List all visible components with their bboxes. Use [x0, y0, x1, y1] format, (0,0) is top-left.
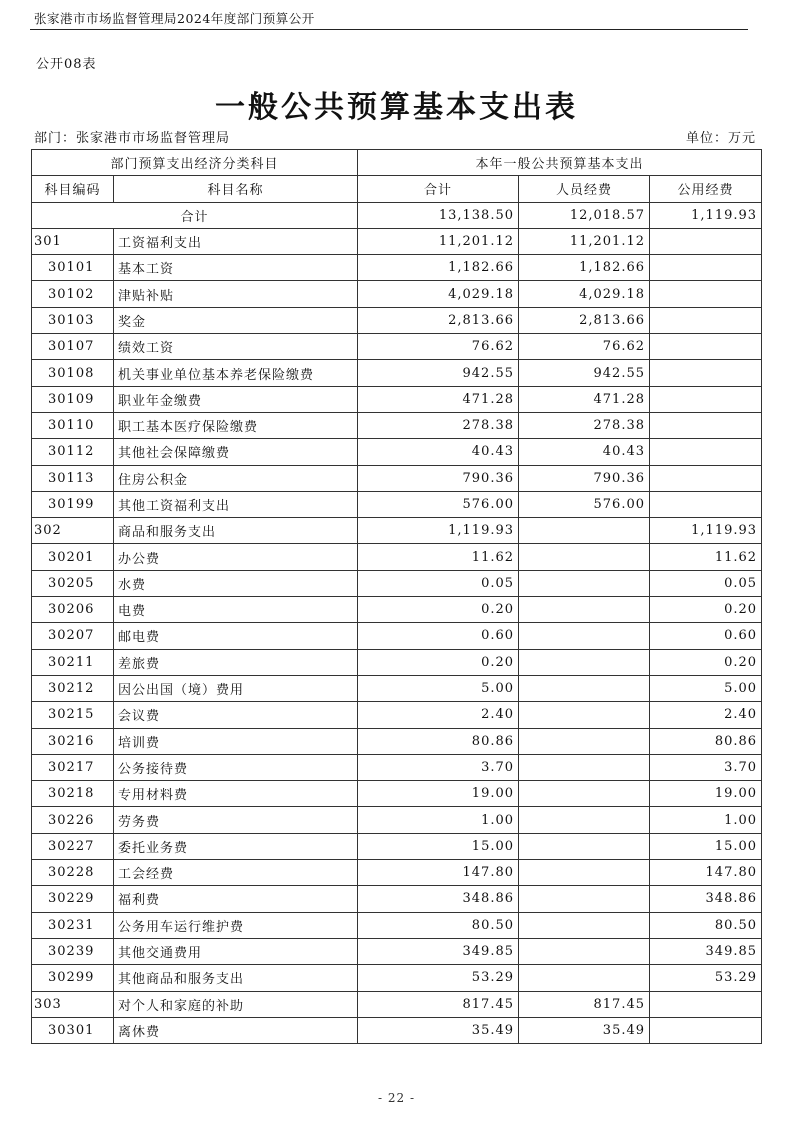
table-row [32, 307, 762, 333]
row-total: 35.49 [358, 1017, 519, 1043]
header-personnel: 人员经费 [519, 176, 650, 202]
row-total: 19.00 [358, 781, 519, 807]
row-public: 1,119.93 [650, 518, 762, 544]
row-total: 5.00 [358, 675, 519, 701]
row-personnel [519, 833, 650, 859]
row-total: 4,029.18 [358, 281, 519, 307]
row-personnel: 11,201.12 [519, 228, 650, 254]
table-row [32, 334, 762, 360]
table-row [32, 991, 762, 1017]
row-code: 303 [32, 991, 114, 1017]
row-personnel: 471.28 [519, 386, 650, 412]
row-code: 30199 [32, 491, 114, 517]
row-total: 0.20 [358, 597, 519, 623]
table-row [32, 281, 762, 307]
row-name: 工会经费 [114, 860, 358, 886]
row-public: 348.86 [650, 886, 762, 912]
page-title: 一般公共预算基本支出表 [215, 90, 578, 125]
row-total: 15.00 [358, 833, 519, 859]
row-code: 30108 [32, 360, 114, 386]
row-name: 培训费 [114, 728, 358, 754]
row-public: 5.00 [650, 675, 762, 701]
row-total: 11.62 [358, 544, 519, 570]
row-name: 其他社会保障缴费 [114, 439, 358, 465]
row-public: 80.86 [650, 728, 762, 754]
row-code: 30228 [32, 860, 114, 886]
row-public: 0.60 [650, 623, 762, 649]
running-header: 张家港市市场监督管理局2024年度部门预算公开 [34, 11, 315, 26]
row-code: 30226 [32, 807, 114, 833]
total-row-label: 合计 [32, 202, 358, 228]
row-total: 471.28 [358, 386, 519, 412]
row-name: 其他交通费用 [114, 938, 358, 964]
table-row [32, 754, 762, 780]
row-total: 576.00 [358, 491, 519, 517]
row-personnel: 1,182.66 [519, 255, 650, 281]
row-total: 147.80 [358, 860, 519, 886]
row-personnel [519, 623, 650, 649]
row-public: 11.62 [650, 544, 762, 570]
row-public [650, 228, 762, 254]
row-public [650, 991, 762, 1017]
row-personnel: 2,813.66 [519, 307, 650, 333]
table-row [32, 570, 762, 596]
table-row [32, 912, 762, 938]
row-code: 30217 [32, 754, 114, 780]
row-personnel [519, 965, 650, 991]
row-personnel [519, 728, 650, 754]
row-name: 差旅费 [114, 649, 358, 675]
total-row [32, 202, 762, 228]
row-personnel [519, 675, 650, 701]
table-row [32, 439, 762, 465]
row-public [650, 360, 762, 386]
row-name: 委托业务费 [114, 833, 358, 859]
department-label: 部门：张家港市市场监督管理局 [34, 131, 231, 146]
row-public: 0.20 [650, 597, 762, 623]
row-public [650, 465, 762, 491]
row-total: 349.85 [358, 938, 519, 964]
row-public [650, 281, 762, 307]
row-total: 0.60 [358, 623, 519, 649]
row-code: 30201 [32, 544, 114, 570]
row-public: 19.00 [650, 781, 762, 807]
row-name: 劳务费 [114, 807, 358, 833]
row-total: 3.70 [358, 754, 519, 780]
row-public: 147.80 [650, 860, 762, 886]
row-personnel [519, 702, 650, 728]
row-personnel [519, 860, 650, 886]
row-code: 30229 [32, 886, 114, 912]
table-row [32, 675, 762, 701]
row-personnel [519, 912, 650, 938]
row-personnel: 76.62 [519, 334, 650, 360]
row-total: 942.55 [358, 360, 519, 386]
header-public: 公用经费 [650, 176, 762, 202]
row-personnel: 790.36 [519, 465, 650, 491]
row-personnel [519, 597, 650, 623]
row-personnel [519, 754, 650, 780]
row-code: 30212 [32, 675, 114, 701]
row-name: 公务用车运行维护费 [114, 912, 358, 938]
table-row [32, 938, 762, 964]
row-personnel [519, 570, 650, 596]
row-total: 80.86 [358, 728, 519, 754]
row-personnel [519, 807, 650, 833]
row-public: 0.20 [650, 649, 762, 675]
table-group-header-row [32, 150, 762, 176]
row-public [650, 307, 762, 333]
table-row [32, 544, 762, 570]
row-personnel [519, 518, 650, 544]
row-code: 30207 [32, 623, 114, 649]
header-subject-code: 科目编码 [32, 176, 114, 202]
table-row [32, 412, 762, 438]
row-total: 1,182.66 [358, 255, 519, 281]
row-personnel: 35.49 [519, 1017, 650, 1043]
row-personnel [519, 938, 650, 964]
row-public: 1.00 [650, 807, 762, 833]
row-public: 15.00 [650, 833, 762, 859]
table-row [32, 649, 762, 675]
form-number: 公开08表 [36, 57, 97, 72]
row-name: 职业年金缴费 [114, 386, 358, 412]
row-public [650, 412, 762, 438]
row-name: 办公费 [114, 544, 358, 570]
row-name: 绩效工资 [114, 334, 358, 360]
table-row [32, 886, 762, 912]
row-code: 30239 [32, 938, 114, 964]
table-row [32, 781, 762, 807]
header-economic-classification: 部门预算支出经济分类科目 [32, 150, 358, 176]
table-row [32, 860, 762, 886]
row-total: 1,119.93 [358, 518, 519, 544]
row-total: 790.36 [358, 465, 519, 491]
row-public: 2.40 [650, 702, 762, 728]
row-personnel: 942.55 [519, 360, 650, 386]
row-code: 30110 [32, 412, 114, 438]
row-public: 0.05 [650, 570, 762, 596]
table-row [32, 623, 762, 649]
row-total: 817.45 [358, 991, 519, 1017]
table-row [32, 465, 762, 491]
row-code: 302 [32, 518, 114, 544]
table-row [32, 386, 762, 412]
row-code: 30109 [32, 386, 114, 412]
row-name: 其他商品和服务支出 [114, 965, 358, 991]
row-personnel: 40.43 [519, 439, 650, 465]
table-row [32, 597, 762, 623]
row-code: 30299 [32, 965, 114, 991]
row-public: 3.70 [650, 754, 762, 780]
row-public [650, 1017, 762, 1043]
row-total: 40.43 [358, 439, 519, 465]
row-name: 水费 [114, 570, 358, 596]
row-name: 其他工资福利支出 [114, 491, 358, 517]
table-row [32, 255, 762, 281]
row-code: 30107 [32, 334, 114, 360]
row-name: 因公出国（境）费用 [114, 675, 358, 701]
row-code: 30206 [32, 597, 114, 623]
unit-label: 单位：万元 [685, 131, 756, 146]
row-code: 30102 [32, 281, 114, 307]
row-total: 11,201.12 [358, 228, 519, 254]
row-total: 0.05 [358, 570, 519, 596]
row-code: 30215 [32, 702, 114, 728]
table-row [32, 965, 762, 991]
row-name: 电费 [114, 597, 358, 623]
table-column-header-row [32, 176, 762, 202]
row-code: 30103 [32, 307, 114, 333]
row-personnel: 817.45 [519, 991, 650, 1017]
row-name: 离休费 [114, 1017, 358, 1043]
row-public [650, 334, 762, 360]
table-row [32, 1017, 762, 1043]
row-name: 邮电费 [114, 623, 358, 649]
row-public: 80.50 [650, 912, 762, 938]
row-name: 会议费 [114, 702, 358, 728]
row-name: 商品和服务支出 [114, 518, 358, 544]
row-name: 公务接待费 [114, 754, 358, 780]
row-public: 53.29 [650, 965, 762, 991]
row-personnel: 576.00 [519, 491, 650, 517]
row-name: 机关事业单位基本养老保险缴费 [114, 360, 358, 386]
row-total: 1.00 [358, 807, 519, 833]
row-public [650, 439, 762, 465]
row-public [650, 255, 762, 281]
table-row [32, 228, 762, 254]
row-code: 30216 [32, 728, 114, 754]
row-code: 301 [32, 228, 114, 254]
row-name: 对个人和家庭的补助 [114, 991, 358, 1017]
total-row-public: 1,119.93 [650, 202, 762, 228]
header-basic-expenditure: 本年一般公共预算基本支出 [358, 150, 762, 176]
budget-table [31, 149, 762, 1044]
row-total: 76.62 [358, 334, 519, 360]
row-personnel [519, 544, 650, 570]
row-public: 349.85 [650, 938, 762, 964]
row-personnel: 278.38 [519, 412, 650, 438]
total-row-total: 13,138.50 [358, 202, 519, 228]
row-name: 住房公积金 [114, 465, 358, 491]
row-total: 80.50 [358, 912, 519, 938]
row-name: 福利费 [114, 886, 358, 912]
row-total: 2,813.66 [358, 307, 519, 333]
header-rule [30, 29, 748, 30]
row-code: 30205 [32, 570, 114, 596]
total-row-personnel: 12,018.57 [519, 202, 650, 228]
row-name: 奖金 [114, 307, 358, 333]
row-code: 30231 [32, 912, 114, 938]
row-name: 基本工资 [114, 255, 358, 281]
row-public [650, 386, 762, 412]
table-row [32, 360, 762, 386]
row-code: 30211 [32, 649, 114, 675]
row-personnel: 4,029.18 [519, 281, 650, 307]
row-code: 30101 [32, 255, 114, 281]
row-total: 53.29 [358, 965, 519, 991]
table-row [32, 807, 762, 833]
row-code: 30301 [32, 1017, 114, 1043]
row-code: 30227 [32, 833, 114, 859]
row-total: 0.20 [358, 649, 519, 675]
row-code: 30113 [32, 465, 114, 491]
row-personnel [519, 781, 650, 807]
row-name: 津贴补贴 [114, 281, 358, 307]
table-row [32, 702, 762, 728]
row-personnel [519, 886, 650, 912]
header-total: 合计 [358, 176, 519, 202]
page-number: - 22 - [377, 1091, 415, 1105]
table-row [32, 518, 762, 544]
row-personnel [519, 649, 650, 675]
row-name: 专用材料费 [114, 781, 358, 807]
row-code: 30218 [32, 781, 114, 807]
row-public [650, 491, 762, 517]
row-name: 工资福利支出 [114, 228, 358, 254]
table-row [32, 833, 762, 859]
table-row [32, 491, 762, 517]
row-name: 职工基本医疗保险缴费 [114, 412, 358, 438]
row-total: 278.38 [358, 412, 519, 438]
table-row [32, 728, 762, 754]
row-total: 2.40 [358, 702, 519, 728]
header-subject-name: 科目名称 [114, 176, 358, 202]
row-code: 30112 [32, 439, 114, 465]
row-total: 348.86 [358, 886, 519, 912]
